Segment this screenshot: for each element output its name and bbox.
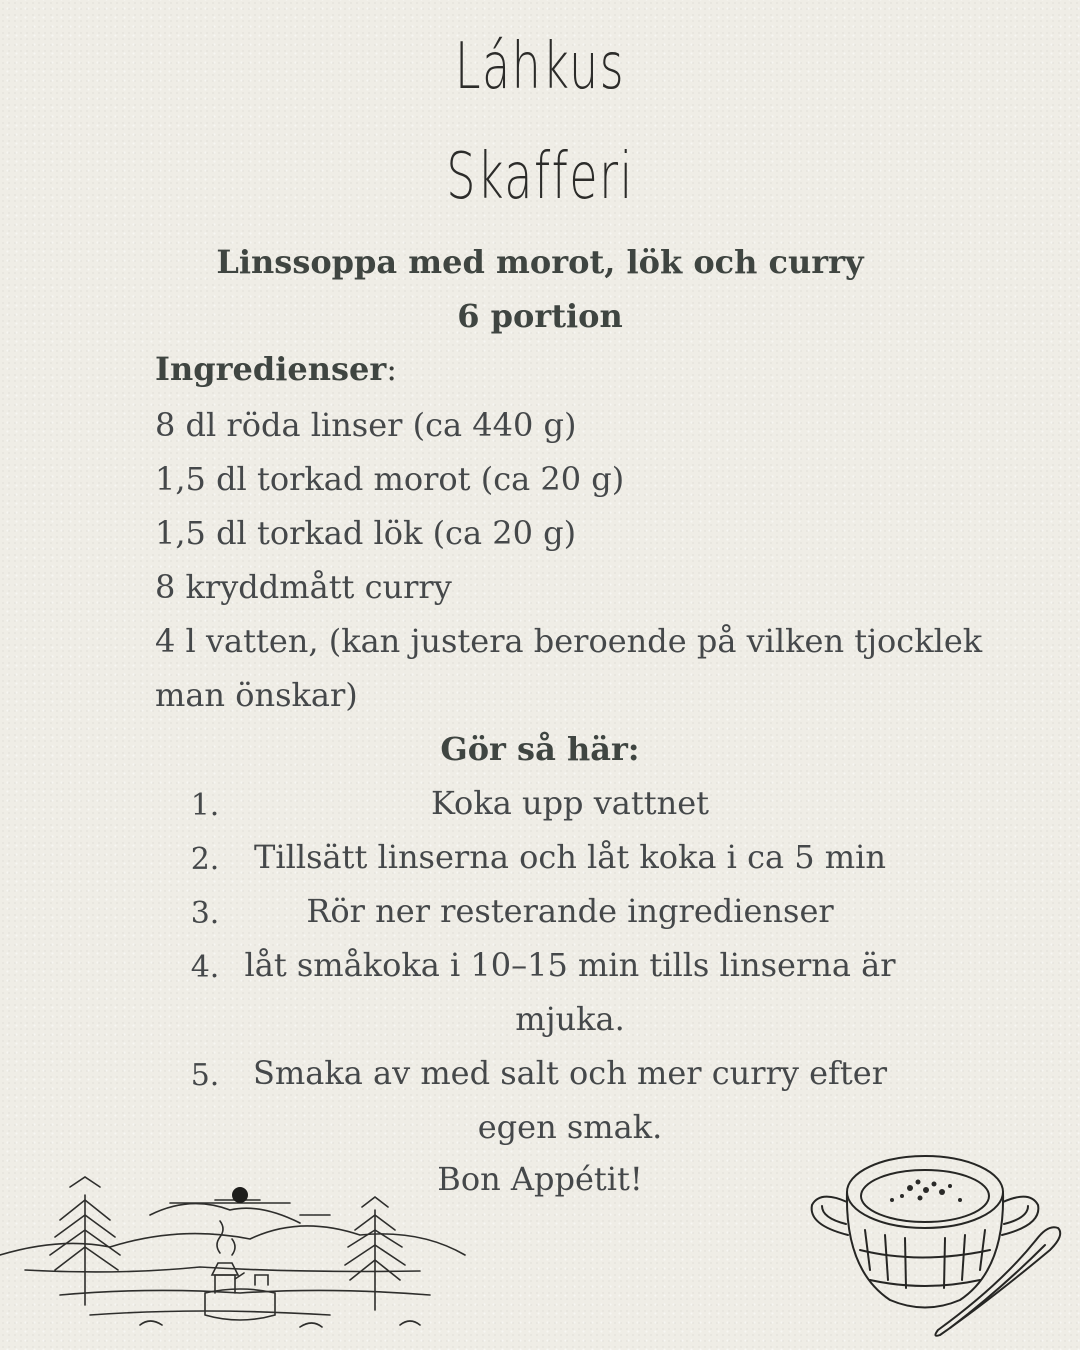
landscape-icon — [0, 1175, 470, 1350]
step-text: låt småkoka i 10–15 min tills linserna är mjuka. — [244, 946, 896, 1038]
step-text: Rör ner resterande ingredienser — [306, 892, 834, 930]
step-number: 5. — [190, 1058, 220, 1093]
step-number: 3. — [190, 896, 220, 931]
step-number: 1. — [190, 788, 220, 823]
recipe-portions: 6 portion — [457, 297, 623, 335]
closing-text: Bon Appétit! — [437, 1160, 643, 1198]
recipe-title: Linssoppa med morot, lök och curry — [216, 243, 864, 281]
ingredients-heading-row — [155, 350, 397, 388]
brand-name-line-1: Láhkus — [454, 30, 626, 104]
step-number: 2. — [190, 842, 220, 877]
step-text: Koka upp vattnet — [431, 784, 709, 822]
ingredient-item: 8 dl röda linser (ca 440 g) — [155, 406, 577, 444]
ingredient-item: 8 kryddmått curry — [155, 568, 452, 606]
step-text: Tillsätt linserna och låt koka i ca 5 min — [254, 838, 886, 876]
brand-name-line-2: Skafferi — [446, 140, 634, 214]
ingredient-item: 1,5 dl torkad lök (ca 20 g) — [155, 514, 577, 552]
ingredients-colon: : — [386, 350, 397, 388]
ingredients-heading: Ingredienser — [155, 350, 387, 388]
steps-heading: Gör så här: — [440, 730, 640, 768]
ingredient-item: 4 l vatten, (kan justera beroende på vilken tjocklek — [155, 622, 983, 660]
ingredient-item: man önskar) — [155, 676, 358, 714]
step-text: Smaka av med salt och mer curry efter egen smak. — [253, 1054, 887, 1146]
soup-pot-icon — [800, 1140, 1080, 1350]
step-number: 4. — [190, 950, 220, 985]
ingredient-item: 1,5 dl torkad morot (ca 20 g) — [155, 460, 625, 498]
